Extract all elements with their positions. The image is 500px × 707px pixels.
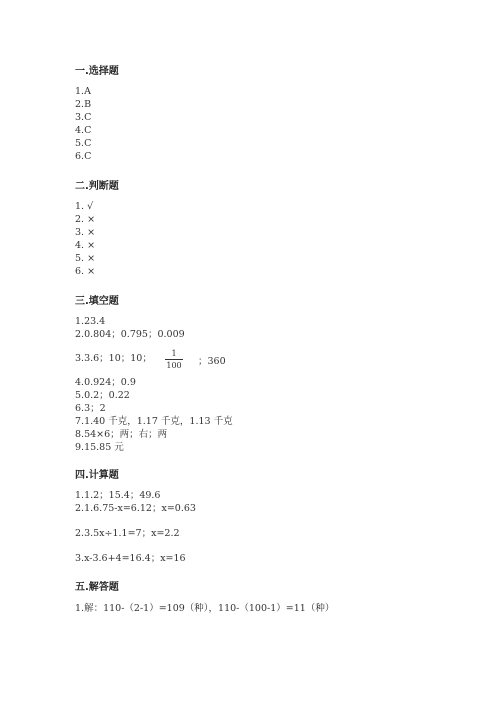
- answer-line: 4. ×: [75, 240, 96, 251]
- section-heading-choice: 一.选择题: [75, 66, 119, 77]
- answer-line: 5.C: [75, 138, 92, 149]
- section-heading-word-problem: 五.解答题: [75, 582, 119, 593]
- fraction-numerator: 1: [171, 349, 177, 358]
- answer-line: 7.1.40 千克，1.17 千克，1.13 千克: [75, 416, 233, 427]
- fraction-bar: [165, 359, 183, 360]
- answer-line: 3.x-3.6+4=16.4；x=16: [75, 553, 186, 564]
- answer-line: 9.15.85 元: [75, 442, 124, 453]
- fraction: [165, 349, 183, 370]
- answer-line: 3. ×: [75, 227, 96, 238]
- answer-line: 3.C: [75, 112, 92, 123]
- answer-line-tail: ；360: [198, 356, 226, 367]
- answer-line: 1.1.2；15.4；49.6: [75, 490, 161, 501]
- fraction-denominator: 100: [166, 361, 182, 370]
- answer-line: 6.3；2: [75, 403, 106, 414]
- answer-line: 5.0.2；0.22: [75, 390, 130, 401]
- answer-line: 1.解：110-（2-1）=109（种），110-（100-1）=11（种）: [75, 603, 335, 614]
- answer-line: 6.C: [75, 151, 92, 162]
- answer-line: 2.B: [75, 99, 92, 110]
- answer-line: 2.0.804；0.795；0.009: [75, 329, 185, 340]
- answer-line: 2.3.5x÷1.1=7；x=2.2: [75, 528, 180, 539]
- answer-line: 8.54×6；两；右；两: [75, 429, 168, 440]
- answer-line: 1.23.4: [75, 316, 106, 327]
- answer-line: 2.1.6.75-x=6.12；x=0.63: [75, 503, 196, 514]
- section-heading-judgement: 二.判断题: [75, 181, 119, 192]
- answer-line: 4.0.924；0.9: [75, 377, 136, 388]
- answer-line: 1. √: [75, 201, 94, 212]
- answer-line: 2. ×: [75, 214, 96, 225]
- section-heading-fill-blank: 三.填空题: [75, 296, 119, 307]
- answer-line: 4.C: [75, 125, 92, 136]
- answer-line: 5. ×: [75, 253, 96, 264]
- answer-line: 3.3.6；10；10；: [75, 353, 152, 364]
- answer-line: 1.A: [75, 86, 91, 97]
- answer-line: 6. ×: [75, 266, 96, 277]
- section-heading-calculation: 四.计算题: [75, 470, 119, 481]
